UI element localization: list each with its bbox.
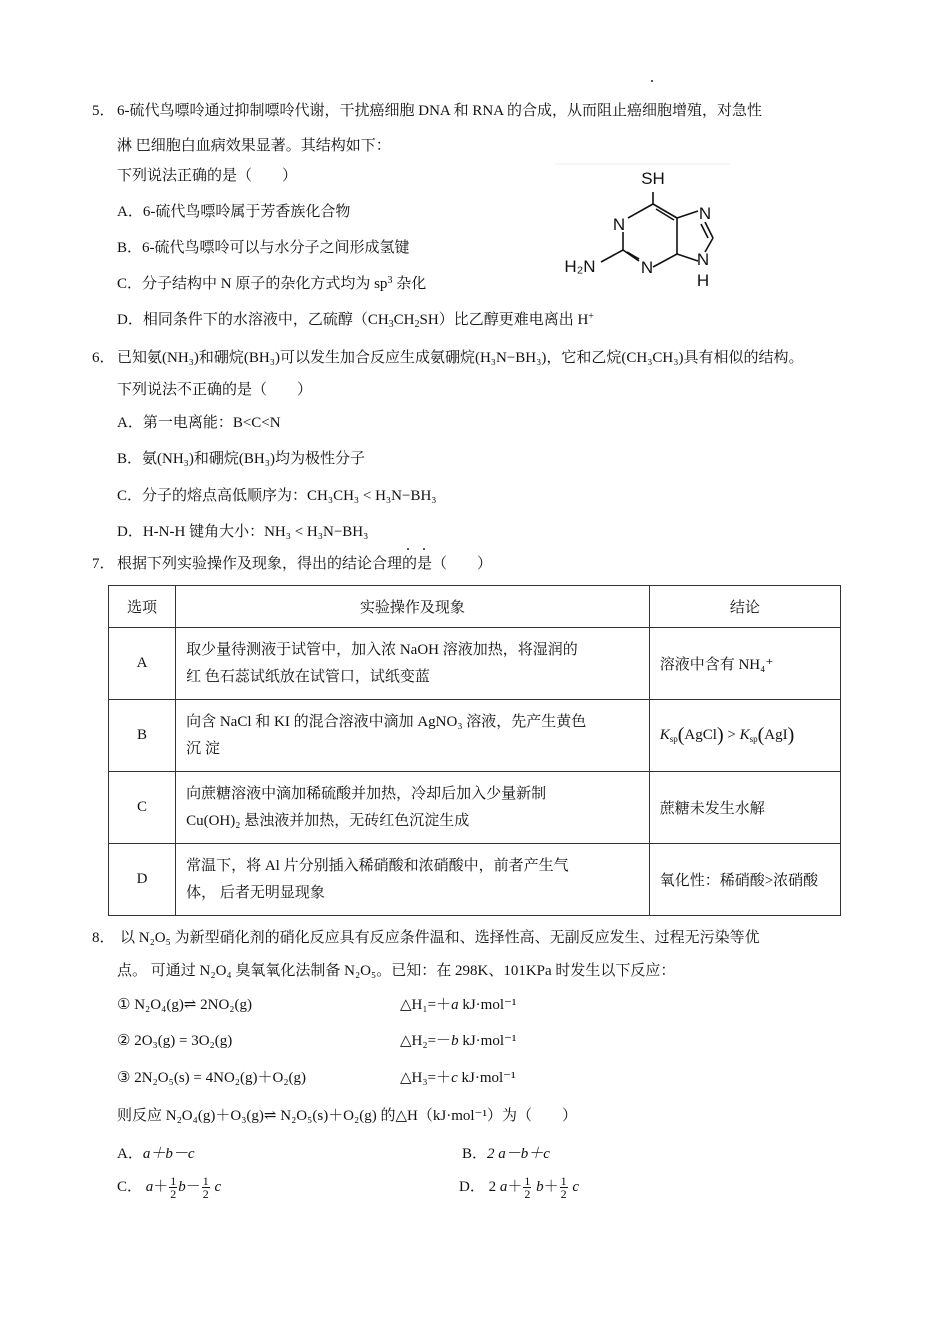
ksp-agi: AgI — [764, 727, 788, 743]
table-header-row — [109, 586, 841, 628]
q5-option-d-sub2: 2 — [414, 319, 420, 330]
fraction-half: $\frac{1}{2}$ — [170, 1174, 177, 1202]
q5-number: 5． — [92, 103, 115, 119]
fraction-half: $\frac{1}{2}$ — [524, 1174, 531, 1202]
q8-option-a[interactable] — [117, 1144, 195, 1164]
opt-c-label: C． — [117, 1179, 143, 1195]
thioguanine-structure-image — [555, 162, 730, 297]
ksp-k: K — [659, 727, 670, 743]
dh3-unit: kJ·mol⁻¹ — [457, 1070, 516, 1086]
row-option: B — [109, 700, 176, 772]
q8-number: 8． — [92, 930, 115, 946]
table-row[interactable] — [109, 772, 841, 844]
q5-option-c-text: C．分子结构中 N 原子的杂化方式均为 sp — [117, 276, 388, 292]
q5-stem-line2: 淋 巴细胞白血病效果显著。其结构如下： — [117, 138, 391, 154]
q5-option-c-tail: 杂化 — [392, 276, 427, 292]
q8-dh3 — [400, 1068, 516, 1088]
fraction-half: $\frac{1}{2}$ — [560, 1174, 567, 1202]
opt-b-expr: 2 a－b＋c — [487, 1146, 550, 1162]
structure-n7-label: N — [698, 204, 712, 223]
dh3-var: c — [451, 1070, 458, 1086]
row-option: A — [109, 628, 176, 700]
row-option: C — [109, 772, 176, 844]
row-operation — [176, 628, 650, 700]
opt-a-expr: a＋b－c — [142, 1146, 195, 1162]
q5-option-d-text: D．相同条件下的水溶液中，乙硫醇（CH — [117, 312, 389, 328]
minus: － — [185, 1179, 201, 1195]
op-line: 常温下，将 Al 片分别插入稀硝酸和浓硝酸中，前者产生气 — [186, 857, 569, 874]
coef-two: 2 — [488, 1179, 500, 1195]
dh1-unit: kJ·mol⁻¹ — [458, 997, 517, 1013]
structure-nh2-label: H₂N — [564, 257, 596, 276]
q6-prompt: 下列说法不正确的是（ ） — [117, 382, 313, 398]
q8-option-d[interactable] — [459, 1175, 579, 1200]
structure-h-label: H — [696, 271, 710, 290]
ksp-agcl: AgCl — [684, 727, 717, 743]
q6-option-b[interactable]: B．氨(NH₃)和硼烷(BH₃)均为极性分子 — [117, 451, 365, 467]
var-c: c — [214, 1179, 222, 1195]
emphasis-dot — [407, 548, 409, 550]
row-conclusion: 溶液中含有 NH₄⁺ — [649, 628, 840, 700]
row-option: D — [109, 844, 176, 916]
table-row[interactable] — [109, 844, 841, 916]
q8-stem-line1: 以 N₂O₅ 为新型硝化剂的硝化反应具有反应条件温和、选择性高、无副反应发生、过程无污染等优 — [120, 930, 760, 946]
q5-stem-line1: 6-硫代鸟嘌呤通过抑制嘌呤代谢，干扰癌细胞 DNA 和 RNA 的合成，从而阻止癌细胞增殖，对急性 — [117, 103, 763, 119]
dh2-label: △H₂=－ — [400, 1033, 452, 1049]
opt-b-label: B． — [462, 1146, 488, 1162]
header-operation: 实验操作及现象 — [176, 586, 650, 628]
plus: ＋ — [153, 1179, 169, 1195]
q8-dh1 — [400, 995, 516, 1015]
opt-a-label: A． — [117, 1146, 143, 1162]
op-line: 沉 淀 — [186, 740, 220, 757]
opt-d-label: D． — [459, 1179, 485, 1195]
q6-number: 6． — [92, 350, 115, 366]
dh2-var: b — [451, 1033, 459, 1049]
dh1-label: △H₁=＋ — [400, 997, 452, 1013]
q5-option-c-sup: 3 — [387, 275, 393, 286]
ksp-sub2: sp — [749, 734, 758, 744]
page-mark — [651, 80, 653, 82]
q6-stem-line1: 已知氨(NH₃)和硼烷(BH₃)可以发生加合反应生成氨硼烷(H₃N−BH₃)，它和乙烷(CH₃CH₃)具有相似的结构。 — [117, 350, 804, 366]
header-option: 选项 — [109, 586, 176, 628]
q7-experiment-table — [108, 585, 841, 916]
structure-n9-label: N — [696, 250, 710, 269]
q5-option-d-sup: + — [588, 311, 594, 322]
q5-option-d-mid2: SH）比乙醇更难电离出 H — [419, 312, 589, 328]
dh3-label: △H₃=＋ — [400, 1070, 452, 1086]
q8-stem-line2: 点。 可通过 N₂O₄ 臭氧氧化法制备 N₂O₅。已知：在 298K、101KPa 时发生以下反应： — [117, 963, 676, 979]
q5-option-a[interactable]: A．6-硫代鸟嘌呤属于芳香族化合物 — [117, 204, 351, 220]
q8-question: 则反应 N₂O₄(g)＋O₃(g)⇌ N₂O₅(s)＋O₂(g) 的△H（kJ·mol⁻¹）为（ ） — [117, 1108, 577, 1124]
plus: ＋ — [507, 1179, 523, 1195]
table-row[interactable] — [109, 700, 841, 772]
op-line: 向蔗糖溶液中滴加稀硫酸并加热，冷却后加入少量新制 — [186, 785, 547, 802]
row-conclusion — [649, 700, 840, 772]
var-b: b — [178, 1179, 186, 1195]
structure-n3-label: N — [640, 258, 654, 277]
row-conclusion: 氧化性：稀硝酸>浓硝酸 — [649, 844, 840, 916]
plus: ＋ — [543, 1179, 559, 1195]
var-a: a — [145, 1179, 154, 1195]
q6-option-d[interactable]: D．H-N-H 键角大小：NH₃ < H₃N−BH₃ — [117, 524, 369, 540]
op-line: 红 色石蕊试纸放在试管口，试纸变蓝 — [186, 668, 430, 685]
dh1-var: a — [451, 997, 459, 1013]
structure-n1-label: N — [612, 215, 626, 234]
q5-option-b[interactable]: B．6-硫代鸟嘌呤可以与水分子之间形成氢键 — [117, 240, 410, 256]
var-a: a — [499, 1179, 508, 1195]
ksp-expression: $K_{sp}(AgCl) > K_{sp}(AgI)$ — [659, 724, 795, 746]
emphasis-dot — [423, 548, 425, 550]
q6-option-a[interactable]: A．第一电离能：B<C<N — [117, 415, 281, 431]
fraction-half: $\frac{1}{2}$ — [202, 1174, 209, 1202]
structure-sh-label: SH — [641, 169, 665, 188]
ksp-gt: > — [723, 727, 740, 743]
q5-prompt: 下列说法正确的是（ ） — [117, 168, 298, 184]
op-line: 向含 NaCl 和 KI 的混合溶液中滴加 AgNO₃ 溶液，先产生黄色 — [186, 713, 587, 730]
table-row[interactable] — [109, 628, 841, 700]
header-conclusion: 结论 — [649, 586, 840, 628]
q8-reaction-3: ③ 2N₂O₅(s) = 4NO₂(g)＋O₂(g) — [117, 1070, 307, 1086]
row-operation — [176, 700, 650, 772]
op-line: Cu(OH)₂ 悬浊液并加热，无砖红色沉淀生成 — [186, 812, 470, 829]
row-operation — [176, 772, 650, 844]
q5-option-d-mid1: CH — [393, 312, 415, 328]
row-conclusion: 蔗糖未发生水解 — [649, 772, 840, 844]
q7-stem: 根据下列实验操作及现象，得出的结论合理的是（ ） — [117, 556, 493, 572]
q8-dh2 — [400, 1031, 516, 1051]
var-c: c — [572, 1179, 580, 1195]
q8-reaction-1: ① N₂O₄(g)⇌ 2NO₂(g) — [117, 997, 253, 1013]
q6-option-c[interactable]: C．分子的熔点高低顺序为：CH₃CH₃ < H₃N−BH₃ — [117, 488, 437, 504]
ksp-sub: sp — [669, 734, 678, 744]
row-operation — [176, 844, 650, 916]
q8-reaction-2: ② 2O₃(g) = 3O₂(g) — [117, 1033, 233, 1049]
q8-option-c[interactable] — [117, 1175, 221, 1200]
var-b: b — [536, 1179, 544, 1195]
ksp-k2: K — [739, 727, 750, 743]
q5-option-d-sub1: 3 — [388, 319, 394, 330]
q5-option-d[interactable] — [117, 310, 594, 330]
q8-option-b[interactable] — [462, 1144, 550, 1164]
q5-option-c[interactable] — [117, 274, 426, 294]
q7-number: 7． — [92, 556, 115, 572]
op-line: 体， 后者无明显现象 — [186, 884, 325, 901]
dh2-unit: kJ·mol⁻¹ — [458, 1033, 517, 1049]
op-line: 取少量待测液于试管中，加入浓 NaOH 溶液加热，将湿润的 — [186, 641, 578, 658]
